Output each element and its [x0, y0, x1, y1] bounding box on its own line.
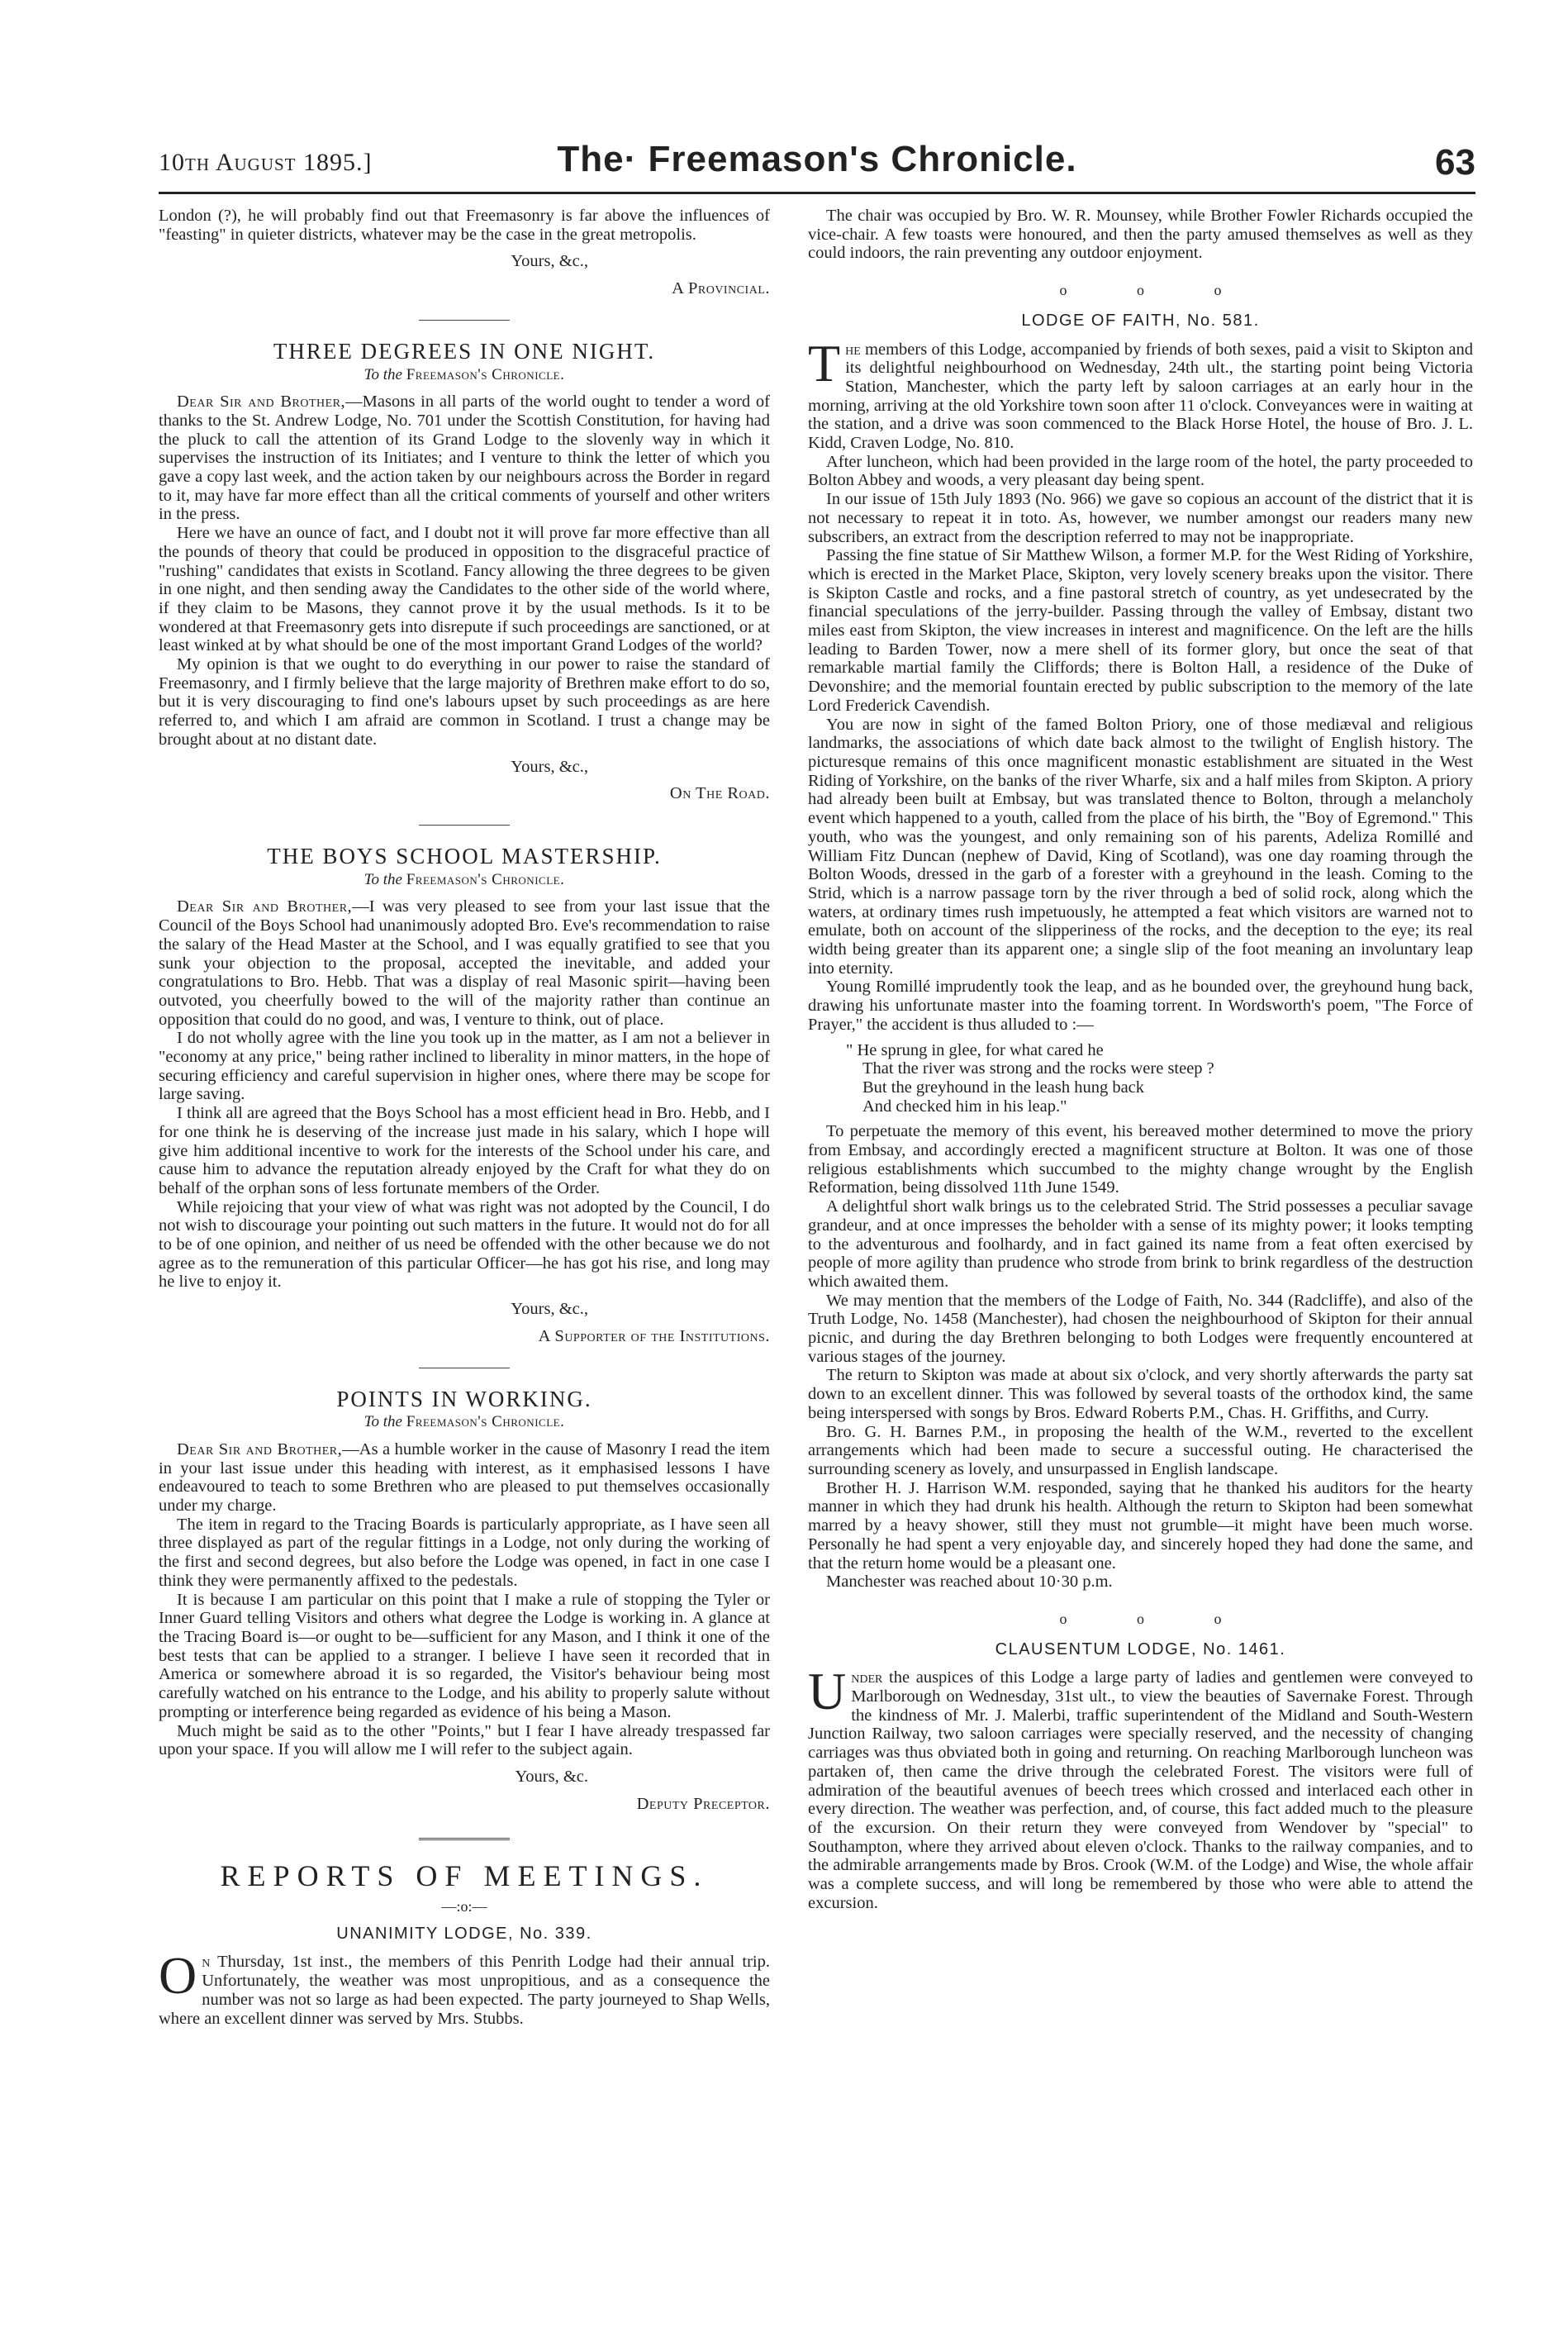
letter-paragraph: Here we have an ounce of fact, and I doubt not it will prove far more effective than all the pounds of theory that could be produced in opposition to the disgraceful practice of "rushing" candidates that exists in Scotland. Fancy allowing the three degrees to be given in one night, and then sending away the Candidates to the other side of the world where, if they claim to be Masons, they cannot prove it by the usual methods. Is it to be wondered at that Freemasonry gets into disrepute if such proceedings are sanctioned, or at least winked at by what should be one of the most important Grand Lodges of the world? [159, 524, 770, 655]
letter-title-points-in-working: POINTS IN WORKING. [336, 1386, 592, 1411]
left-column [159, 207, 770, 2028]
letter-address: To the Freemason's Chronicle. [363, 870, 565, 888]
page-number: 63 [1435, 142, 1475, 183]
salutation: Dear Sir and Brother, [177, 897, 353, 916]
letter-signoff: Yours, &c. [515, 1767, 588, 1786]
letter-signature: Deputy Preceptor. [636, 1794, 770, 1813]
report-paragraph: On Thursday, 1st inst., the members of this Penrith Lodge had their annual trip. Unfortunately, the weather was most unpropitious, and as a consequence the number was not so large as had been expected. The party journeyed to Shap Wells, where an excellent dinner was served by Mrs. Stubbs. [159, 1946, 770, 2028]
salutation: Dear Sir and Brother, [177, 393, 346, 412]
masthead [159, 139, 1475, 188]
letter-paragraph: Dear Sir and Brother,—I was very pleased to see from your last issue that the Council of the Boys School had unanimously adopted Bro. Eve's recommendation to raise the salary of the Head Master at the School, and I was equally gratified to see that you sunk your objection to the proposal, accepted the inevitable, and added your congratulations to Bro. Hebb. That was a display of real Masonic spirit—having been outvoted, you cheerfully bowed to the will of the majority rather than continue an opposition that could do no good, and was, I venture to think, out of place. [159, 897, 771, 1029]
drop-cap: T [808, 333, 841, 393]
drop-cap: U [808, 1662, 847, 1721]
report-paragraph: Bro. G. H. Barnes P.M., in proposing the health of the W.M., reverted to the excellent arrangements which had been made to secure a successful outing. He characterised the surrounding scenery as lovely, and unsurpassed in English landscape. [808, 1422, 1473, 1478]
letter-paragraph: The item in regard to the Tracing Boards is particularly appropriate, as I have seen all three displayed as part of the regular fittings in a Lodge, not only during the working of the first and second degrees, but also before the Lodge was opened, in fact in one case I think they were permanently affixed to the pedestals. [159, 1515, 770, 1590]
right-column [808, 207, 1473, 1912]
letter-signoff: Yours, &c., [511, 757, 588, 776]
masthead-rule [159, 192, 1475, 194]
report-paragraph: Under the auspices of this Lodge a large party of ladies and gentlemen were conveyed to Marlborough on Wednesday, 31st ult., to view the beauties of Savernake Forest. Through the kindness of Mr. J. Malerbi, traffic superintendent of the Midland and South-Western Junction Railway, two saloon carriages were specially reserved, and the necessity of changing carriages was thus obviated both in going and returning. On reaching Marlborough luncheon was partaken of, then came the drive through the celebrated Forest. The visitors were full of admiration of the beautiful avenues of beech trees which crossed and interlaced each other in every direction. The weather was perfection, and, of course, this fact added much to the pleasure of the excursion. On their return they were conveyed from Wendover by "special" to Southampton, where they arrived about eleven o'clock. Thanks to the railway companies, and to the admirable arrangements made by Bros. Crook (W.M. of the Lodge) and Wise, the whole affair was a complete success, and will long be remembered by those who were able to attend the excursion. [808, 1662, 1473, 1912]
report-paragraph: To perpetuate the memory of this event, his bereaved mother determined to move the priory from Embsay, and accordingly erected a magnificent structure at Bolton. It was one of those religious establishments which succumbed to the mighty change wrought by the English Reformation, being dissolved 11th June 1549. [808, 1122, 1473, 1197]
intro-signature: A Provincial. [672, 279, 770, 298]
salutation: Dear Sir and Brother, [177, 1439, 343, 1459]
letter-paragraph: Dear Sir and Brother,—Masons in all parts of the world ought to tender a word of thanks to the St. Andrew Lodge, No. 701 under the Scottish Constitution, for having had the pluck to call the attention of its Grand Lodge to the slovenly way in which it supervises the instruction of its Initiates; and I venture to think the letter of which you gave a copy last week, and the action taken by our neighbours across the Border in regard to it, may have far more effect than all the critical comments of yourself and other writers in the press. [159, 393, 770, 524]
letter-title-three-degrees: THREE DEGREES IN ONE NIGHT. [273, 338, 656, 364]
ornament-separator: o o o [1059, 282, 1255, 299]
report-paragraph: Brother H. J. Harrison W.M. responded, saying that he thanked his auditors for the hearty manner in which they had drunk his health. Although the return to Skipton had been somewhat marred by a heavy shower, still they must not grumble—it might have been much worse. Personally he had spent a very enjoyable day, and sincerely hoped they had done the same, and that the return home would be a pleasant one. [808, 1478, 1473, 1573]
issue-date: 10th August 1895.] [159, 149, 373, 176]
report-paragraph: Young Romillé imprudently took the leap, and as he bounded over, the greyhound hung back, drawing his unfortunate master into the foaming torrent. In Wordsworth's poem, "The Force of Prayer," the accident is thus alluded to :— [808, 978, 1473, 1034]
letter-address: To the Freemason's Chronicle. [363, 365, 565, 383]
report-paragraph: The return to Skipton was made at about six o'clock, and very shortly afterwards the party sat down to an excellent dinner. This was followed by several toasts of the orthodox kind, the same being interspersed with songs by Bros. Edward Roberts P.M., Chas. H. Griffiths, and Curry. [808, 1366, 1473, 1422]
drop-cap: O [159, 1946, 197, 2006]
poem-line: " He sprung in glee, for what cared he [846, 1040, 1104, 1059]
report-paragraph: The members of this Lodge, accompanied by friends of both sexes, paid a visit to Skipton and its delightful neighbourhood on Wednesday, 24th ult., the starting point being Victoria Station, Manchester, which the party left by saloon carriages at an early hour in the morning, arriving at the old Yorkshire town soon after 11 o'clock. Conveyances were in waiting at the station, and a drive was soon commenced to the Black Horse Hotel, the house of Bro. J. L. Kidd, Craven Lodge, No. 810. [808, 333, 1473, 453]
letter-paragraph: I think all are agreed that the Boys School has a most efficient head in Bro. Hebb, and I for one think he is deserving of the increase just made in his salary, which I hope will give him additional incentive to work for the interests of the School under his care, and cause him to advance the reputation already enjoyed by the Craft for what they do on behalf of the orphan sons of less fortunate members of the Order. [159, 1104, 770, 1197]
letter-paragraph: I do not wholly agree with the line you took up in the matter, as I am not a believer in "economy at any price," being rather inclined to liberality in minor matters, in the hope of securing efficiency and careful supervision in higher ones, where there may be scope for large saving. [159, 1029, 770, 1104]
lodge-title-unanimity: UNANIMITY LODGE, No. 339. [336, 1924, 592, 1943]
report-paragraph: We may mention that the members of the Lodge of Faith, No. 344 (Radcliffe), and also of the Truth Lodge, No. 1458 (Manchester), had chosen the neighbourhood of Skipton for their annual picnic, and during the day Brethren belonging to both Lodges were frequently encountered at various stages of the journey. [808, 1291, 1473, 1366]
poem-line: That the river was strong and the rocks were steep ? [862, 1059, 1214, 1078]
letter-paragraph: It is because I am particular on this point that I make a rule of stopping the Tyler or Inner Guard telling Visitors and others what degree the Lodge is working in. A glance at the Tracing Board is—or ought to be—sufficient for any Mason, and I think it one of the best tests that can be applied to a stranger. I believe I have seen it recorded that in America or somewhere abroad it is so regarded, the Visitor's behaviour being most carefully watched on his entrance to the Lodge, and his ability to properly salute without prompting or interference being regarded as evidence of his being a Mason. [159, 1590, 770, 1721]
letter-paragraph: My opinion is that we ought to do everything in our power to raise the standard of Freemasonry, and I firmly believe that the large majority of Brethren make effort to do so, but it is very discouraging to find one's labours upset by such proceedings as are here referred to, and which I am afraid are common in Scotland. I trust a change may be brought about at no distant date. [159, 655, 770, 749]
divider [419, 320, 510, 321]
letter-paragraph: Dear Sir and Brother,—As a humble worker in the cause of Masonry I read the item in your last issue under this heading with interest, as it emphasised lessons I have endeavoured to teach to some Brethren who are pleased to put themselves occasionally under my charge. [159, 1439, 770, 1516]
letter-address: To the Freemason's Chronicle. [363, 1413, 565, 1431]
letter-paragraph: Much might be said as to the other "Points," but I fear I have already trespassed far upon your space. If you will allow me I will refer to the subject again. [159, 1721, 770, 1759]
intro-paragraph: London (?), he will probably find out that Freemasonry is far above the influences of "feasting" in quieter districts, whatever may be the case in the great metropolis. [159, 207, 770, 244]
lodge-title-clausentum: CLAUSENTUM LODGE, No. 1461. [995, 1639, 1286, 1658]
lodge-title-faith: LODGE OF FAITH, No. 581. [1021, 311, 1260, 330]
letter-signature: On The Road. [669, 784, 770, 803]
report-paragraph: The chair was occupied by Bro. W. R. Mounsey, while Brother Fowler Richards occupied the vice-chair. A few toasts were honoured, and then the party amused themselves as well as they could indoors, the rain preventing any outdoor enjoyment. [808, 207, 1473, 263]
letter-paragraph: While rejoicing that your view of what was right was not adopted by the Council, I do not wish to discourage your pointing out such matters in the future. It would not do for all to be of one opinion, and neither of us need be offended with the other because we do not agree as to the remuneration of this particular Officer—he has got his rise, and long may he live to enjoy it. [159, 1197, 770, 1292]
ornament-separator: —:o:— [441, 1898, 487, 1915]
report-paragraph: In our issue of 15th July 1893 (No. 966) we gave so copious an account of the district that it is not necessary to repeat it in toto. As, however, we number amongst our readers many new subscribers, an extract from the description referred to may not be inappropriate. [808, 490, 1473, 546]
report-paragraph: After luncheon, which had been provided in the large room of the hotel, the party proceeded to Bolton Abbey and woods, a very pleasant day being spent. [808, 452, 1473, 490]
section-divider [419, 1838, 510, 1842]
poem-line: And checked him in his leap." [862, 1097, 1067, 1116]
divider [419, 825, 510, 826]
report-paragraph: You are now in sight of the famed Bolton Priory, one of those mediæval and religious landmarks, the associations of which date back almost to the twilight of English history. The picturesque remains of this once magnificent monastic establishment are situated in the West Riding of Yorkshire, on the banks of the river Wharfe, six and a half miles from Skipton. A priory had already been built at Embsay, but was translated thence to Bolton, through a melancholy event which happened to a youth, called from the place of his birth, the "Boy of Egremond." This youth, who was the youngest, and only remaining son of his parents, Adeliza Romillé and William Fitz Duncan (nephew of David, King of Scotland), was one day roaming through the Bolton Woods, dressed in the garb of a forester with a greyhound in the leash. Coming to the Strid, which is a narrow passage torn by the river through a bed of solid rock, along which the waters, at ordinary times rush impetuously, he attempted a feat which visitors are warned not to emulate, both on account of the slipperiness of the rocks, and the deception to the eye; its real width being greater than its apparent one; a single slip of the foot meaning an involuntary leap into eternity. [808, 715, 1473, 978]
publication-title: The· Freemason's Chronicle. [557, 139, 1077, 179]
letter-signoff: Yours, &c., [511, 1300, 588, 1319]
reports-of-meetings-heading: REPORTS OF MEETINGS. [220, 1859, 709, 1893]
report-paragraph: A delightful short walk brings us to the celebrated Strid. The Strid possesses a peculiar savage grandeur, and at once impresses the beholder with a sense of its mighty power; it looks tempting to the adventurous and foolhardy, and in fact gained its name from a feat often exercised by people of more agility than prudence who strode from brink to brink regardless of the destruction which awaited them. [808, 1197, 1473, 1291]
poem-line: But the greyhound in the leash hung back [862, 1078, 1145, 1097]
report-paragraph: Manchester was reached about 10·30 p.m. [826, 1573, 1113, 1592]
letter-title-boys-school: THE BOYS SCHOOL MASTERSHIP. [267, 843, 662, 868]
intro-signoff: Yours, &c., [511, 252, 588, 271]
letter-signature: A Supporter of the Institutions. [538, 1326, 770, 1345]
ornament-separator: o o o [1059, 1610, 1255, 1627]
report-paragraph: Passing the fine statue of Sir Matthew Wilson, a former M.P. for the West Riding of Yorkshire, which is erected in the Market Place, Skipton, very lovely scenery breaks upon the visitor. There is Skipton Castle and rocks, and a fine pastoral stretch of country, as yet undesecrated by the financial speculations of the jerry-builder. Passing through the valley of Embsay, distant two miles east from Skipton, the view increases in interest and magnificence. On the left are the hills leading to Barden Tower, now a mere shell of its former glory, but once the seat of that remarkable martial family the Cliffords; there is Bolton Hall, a residence of the Duke of Devonshire; and the memorial fountain erected by public subscription to the memory of the late Lord Frederick Cavendish. [808, 546, 1473, 715]
poem-quote [846, 1041, 1473, 1116]
